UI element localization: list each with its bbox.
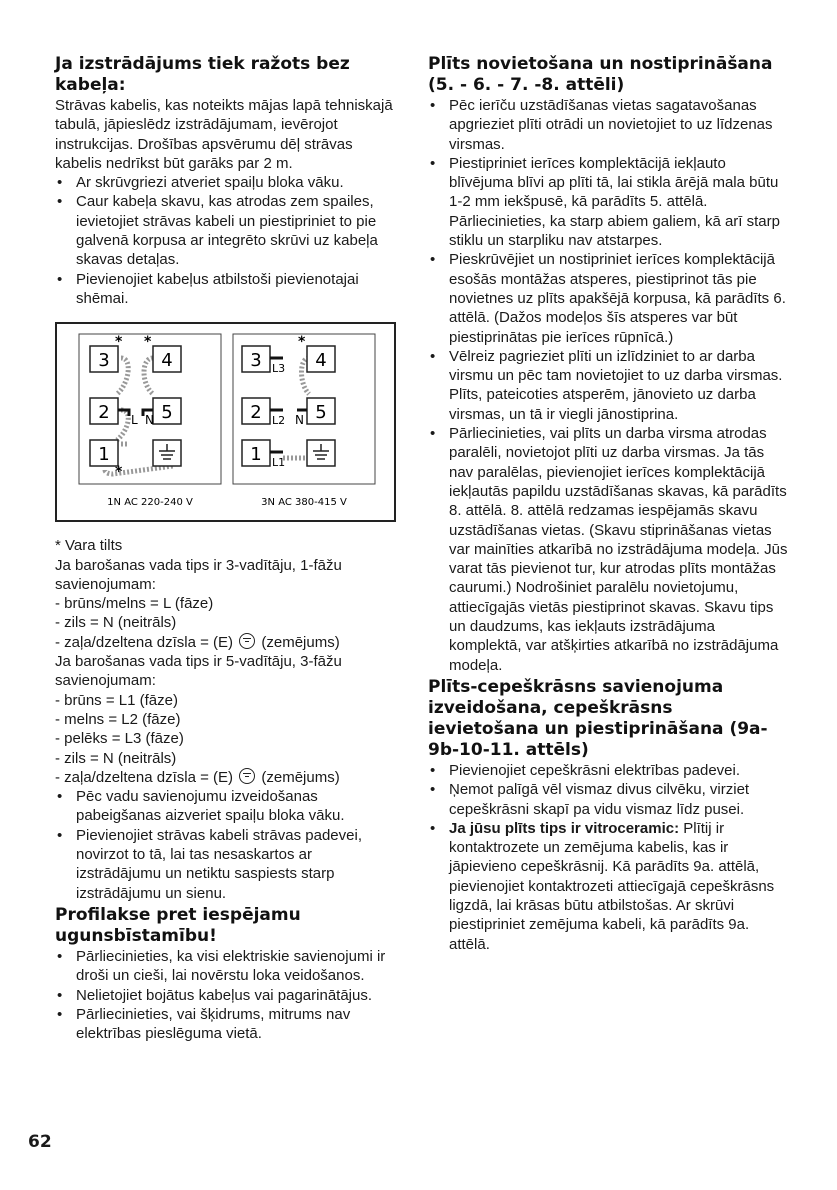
oven-connection-list: [428, 761, 788, 954]
diagram-caption: 1N AC 220-240 V: [107, 497, 193, 509]
bridge-marker: *: [115, 334, 123, 351]
conductor-label: L1: [272, 456, 286, 470]
section-title-fire-prevention: Profilakse pret iespējamu ugunsbīstamību!: [55, 904, 301, 946]
list-item: • Piestipriniet ierīces komplektācijā iekļauto blīvējuma blīvi ap plīti tā, lai stikla ārējā mala būtu 1-2 mm iekšpusē, kā parādīts 5. attēlā. Pārliecinieties, ka starp abiem galiem, kā arī starp stiklu un starpliku nav atstarpes.: [428, 154, 788, 250]
list-item: • Ņemot palīgā vēl vismaz divus cilvēku, virziet cepeškrāsni skapī pa vidu vismaz līdz pusei.: [428, 780, 788, 819]
wiring-steps: [55, 787, 395, 903]
wire-color-line: - brūns = L1 (fāze): [55, 691, 178, 709]
diagram-caption: 3N AC 380-415 V: [261, 497, 347, 509]
earth-wire-line: [55, 768, 395, 787]
section-title-oven-connection: Plīts-cepeškrāsns savienojuma izveidošana, cepeškrāsns ievietošana un piestiprināšana (9a-9b-10-11. attēls): [428, 676, 768, 760]
terminal-number: 3: [98, 350, 110, 372]
vitroceramic-lead: Ja jūsu plīts tips ir vitroceramic:: [449, 819, 680, 837]
conductor-label: L2: [272, 414, 286, 428]
earth-wire-label: - zaļa/dzeltena dzīsla = (E): [55, 633, 234, 651]
bridge-note: * Vara tilts: [55, 537, 123, 555]
wire-color-line: - pelēks = L3 (fāze): [55, 730, 184, 748]
list-item: • Caur kabeļa skavu, kas atrodas zem spailes, ievietojiet strāvas kabeli un piestipriniet to pie galvenā korpusa ar integrēto skrūvi uz kabeļa skavas detaļas.: [55, 192, 395, 269]
bridge-marker: *: [144, 334, 152, 351]
earth-wire-line: [55, 633, 395, 652]
list-item: • Pārliecinieties, ka visi elektriskie savienojumi ir droši un cieši, lai novērstu loka veidošanos.: [55, 947, 395, 986]
terminal-number: 3: [250, 350, 262, 372]
wiring-intro-3phase: Ja barošanas vada tips ir 5-vadītāju, 3-fāžu savienojumam:: [55, 653, 342, 690]
section-title-hob-placement: Plīts novietošana un nostiprināšana (5. - 6. - 7. -8. attēli): [428, 54, 773, 95]
conductor-label: N: [295, 413, 304, 428]
terminal-number: 1: [98, 444, 110, 466]
list-item: • Pievienojiet kabeļus atbilstoši pievienotajai shēmai.: [55, 270, 395, 309]
earth-terminal-box: [153, 440, 181, 466]
list-item: • Ar skrūvgriezi atveriet spaiļu bloka vāku.: [55, 173, 395, 192]
list-item: • Nelietojiet bojātus kabeļus vai pagarinātājus.: [55, 986, 395, 1005]
terminal-number: 2: [250, 402, 262, 424]
earth-symbol-icon: [239, 768, 255, 784]
list-item: • Pārliecinieties, vai šķidrums, mitrums nav elektrības pieslēguma vietā.: [55, 1005, 395, 1044]
conductor-label: N: [145, 413, 154, 428]
right-column: [428, 54, 788, 954]
page-number: 62: [28, 1132, 52, 1152]
wire-color-line: - zils = N (neitrāls): [55, 614, 177, 632]
vitroceramic-text: Plītij ir kontaktrozete un zemējuma kabelis, kas ir jāpievieno cepeškrāsnij. Kā parādīts 9a. attēlā, pievienojiet kontaktrozeti attiecīgajā cepeškrāsns ligzdā, lai krāsas būtu atbilstošas. Ar skrūvi piestipriniet zemējuma kabeli, kā parādīts 9a. attēlā.: [449, 819, 775, 953]
list-item: • Pēc vadu savienojumu izveidošanas pabeigšanas aizveriet spaiļu bloka vāku.: [55, 787, 395, 826]
list-item: [428, 819, 788, 954]
earth-wire-suffix: (zemējums): [261, 768, 340, 786]
wiring-diagram-svg: [57, 324, 394, 520]
left-column: [55, 54, 395, 1043]
bridge-marker: *: [298, 334, 306, 351]
terminal-number: 4: [315, 350, 327, 372]
wire-color-line: - zils = N (neitrāls): [55, 749, 177, 767]
hob-placement-list: [428, 96, 788, 675]
terminal-number: 5: [315, 402, 327, 424]
terminal-number: 1: [250, 444, 262, 466]
earth-wire-label: - zaļa/dzeltena dzīsla = (E): [55, 768, 234, 786]
section-title-cable: Ja izstrādājums tiek ražots bez kabeļa:: [55, 54, 350, 95]
conductor-label: L: [131, 413, 138, 428]
list-item: • Pieskrūvējiet un nostipriniet ierīces komplektācijā esošās montāžas atsperes, piestiprinot tās pie novietnes uz plīts apakšējā korpusa, kā parādīts 6. attēlā. (Dažos modeļos šīs atsperes var būt piestiprinātas pie ierīces rūpnīcā.): [428, 250, 788, 346]
wiring-intro-1phase: Ja barošanas vada tips ir 3-vadītāju, 1-fāžu savienojumam:: [55, 556, 342, 593]
terminal-number: 2: [98, 402, 110, 424]
cable-steps: [55, 173, 395, 308]
conductor-label: L3: [272, 362, 286, 376]
terminal-number: 4: [161, 350, 173, 372]
wire-color-line: - brūns/melns = L (fāze): [55, 595, 214, 613]
wire-color-line: - melns = L2 (fāze): [55, 710, 181, 728]
terminal-number: 5: [161, 402, 173, 424]
wiring-diagram: [55, 322, 396, 522]
earth-wire-suffix: (zemējums): [261, 633, 340, 651]
list-item: • Pēc ierīču uzstādīšanas vietas sagatavošanas apgrieziet plīti otrādi un novietojiet to uz līdzenas virsmas.: [428, 96, 788, 154]
earth-terminal-box: [307, 440, 335, 466]
bridge-marker: *: [115, 464, 123, 481]
fire-prevention-list: [55, 947, 395, 1043]
bridge-wire: [117, 358, 153, 440]
list-item: • Pārliecinieties, vai plīts un darba virsma atrodas paralēli, novietojot plīti uz darba virsmas. Ja tās nav paralēlas, pievienojiet ierīces komplektācijā iekļautās papildu uzstādīšanas skavas, kā parādīts 8. attēlā. 8. attēlā redzamas iespējamās skavu uzstādīšanas vietas. (Skavu stiprināšanas vietas var mainīties atkarībā no izstrādājuma modeļa. Jūs varat tās pievienot tur, kur atrodas plīts montāžas caurumi.) Nodrošiniet paralēlu novietojumu, attiecīgajās vietās piestiprinot skavas. Skavu tips un daudzums, kas iekļauts izstrādājuma komplektā, var atšķirties atkarībā no izstrādājuma modeļa.: [428, 424, 788, 675]
list-item: • Pievienojiet strāvas kabeli strāvas padevei, novirzot to tā, lai tas nesaskartos ar izstrādājumu un netiktu saspiests starp izstrādājumu un sienu.: [55, 826, 395, 903]
list-item: • Vēlreiz pagrieziet plīti un izlīdziniet to ar darba virsmu un pēc tam novietojiet to uz darba virsmas. Plīts, pateicoties atsperēm, jānovieto uz darba virsmas, un tā ir viegli jānostiprina.: [428, 347, 788, 424]
list-item: • Pievienojiet cepeškrāsni elektrības padevei.: [428, 761, 788, 780]
cable-intro: Strāvas kabelis, kas noteikts mājas lapā tehniskajā tabulā, jāpieslēdz izstrādājumam, ievērojot instrukcijas. Drošības apsvērumu dēļ strāvas kabelis nedrīkst būt garāks par 2 m.: [55, 97, 393, 172]
earth-symbol-icon: [239, 633, 255, 649]
